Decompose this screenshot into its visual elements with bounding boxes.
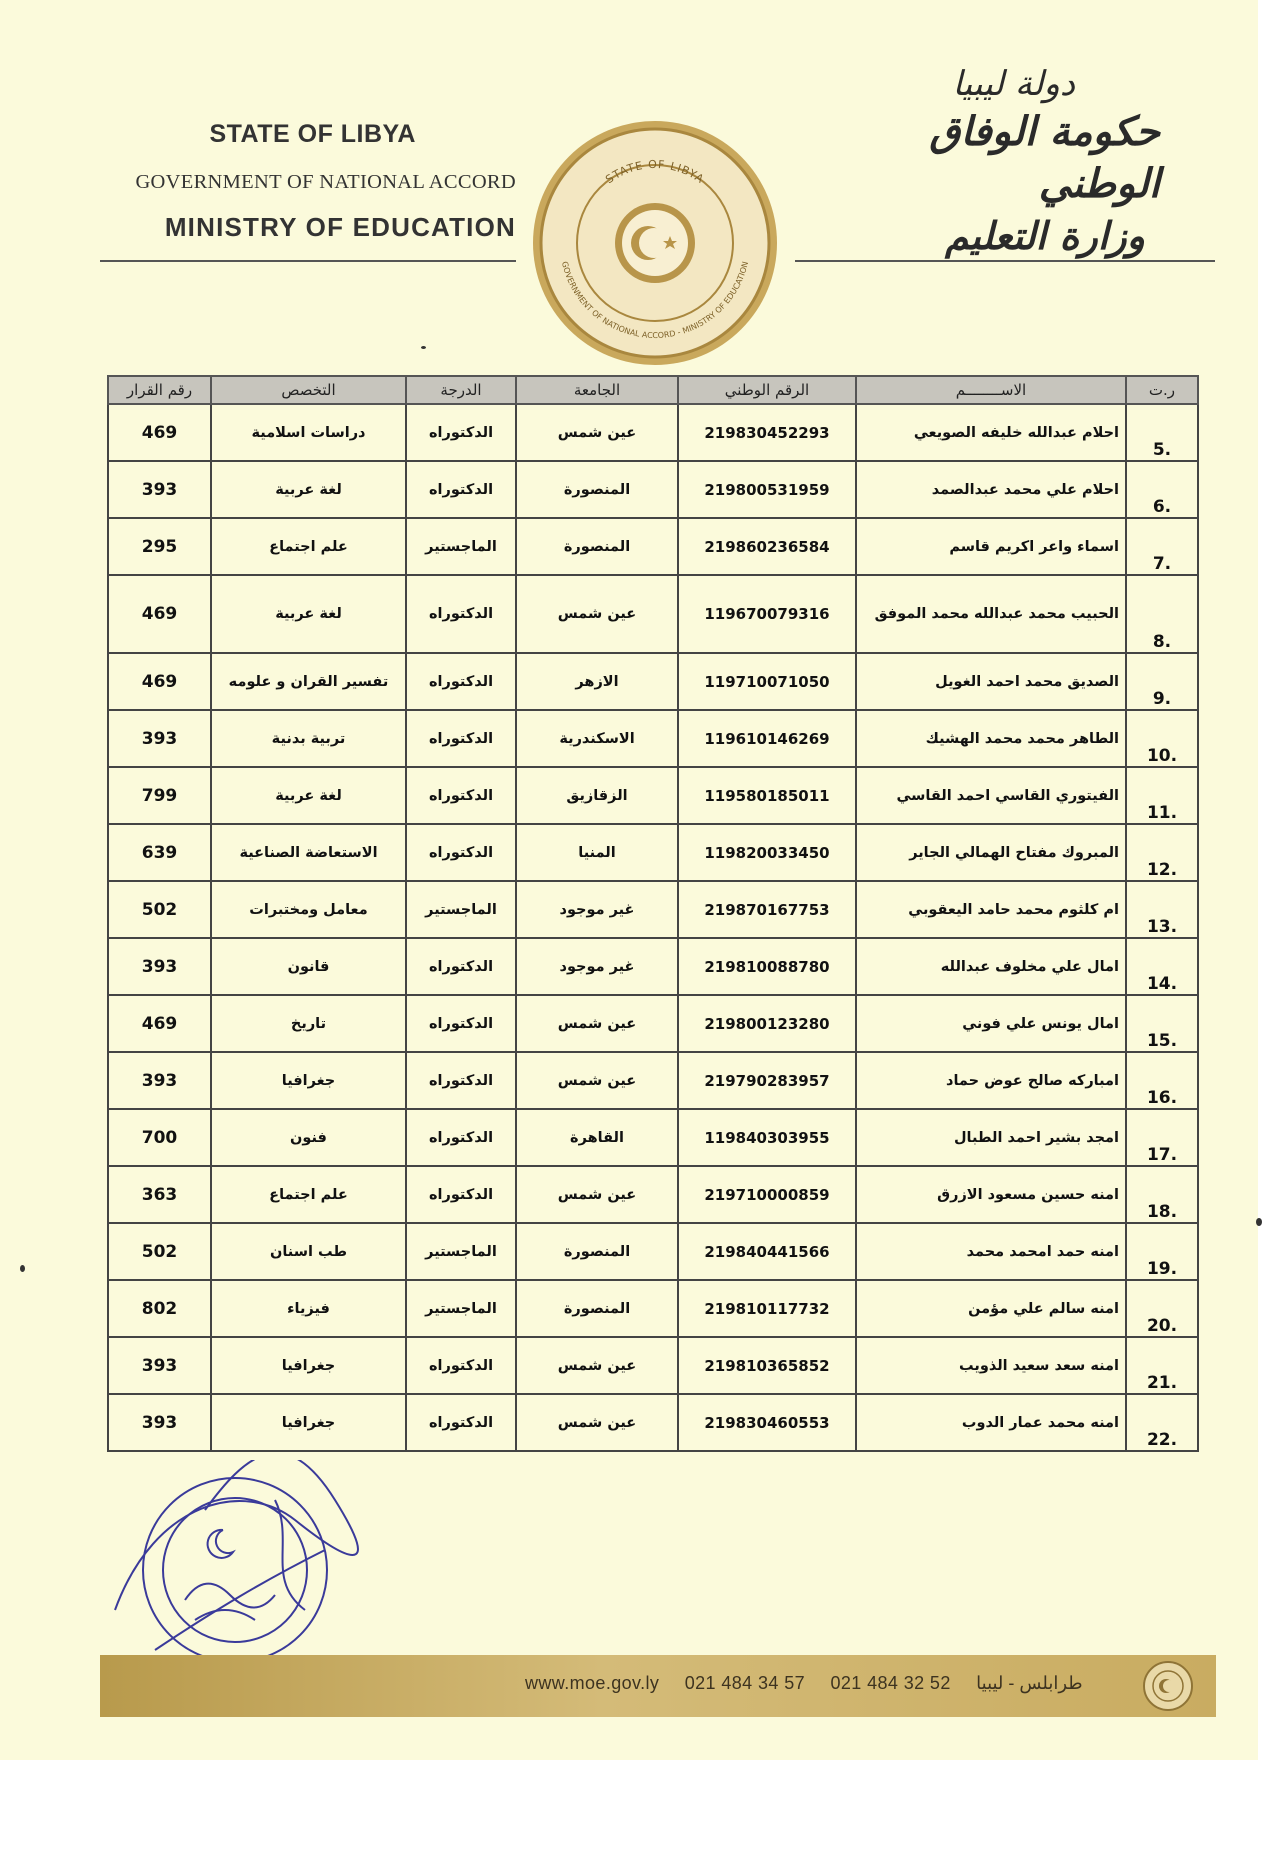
table-row <box>108 824 1198 881</box>
decision-number: 295 <box>108 518 211 575</box>
national-id: 119580185011 <box>678 767 856 824</box>
table-row <box>108 1052 1198 1109</box>
table-row <box>108 1280 1198 1337</box>
table-row <box>108 995 1198 1052</box>
table-row <box>108 518 1198 575</box>
specialty: قانون <box>211 938 406 995</box>
footer-seal-icon <box>1142 1660 1194 1712</box>
specialty: الاستعاضة الصناعية <box>211 824 406 881</box>
stray-mark <box>421 346 426 349</box>
degree: الدكتوراه <box>406 461 516 518</box>
person-name: امنه حسين مسعود الازرق <box>856 1166 1126 1223</box>
english-state-name: STATE OF LIBYA <box>209 120 416 148</box>
decision-number: 393 <box>108 1052 211 1109</box>
row-index: 15. <box>1126 995 1198 1052</box>
degree: الدكتوراه <box>406 1337 516 1394</box>
table-row <box>108 1109 1198 1166</box>
table-row <box>108 1223 1198 1280</box>
row-index: 11. <box>1126 767 1198 824</box>
national-id: 219810117732 <box>678 1280 856 1337</box>
table-row <box>108 653 1198 710</box>
national-id: 219800531959 <box>678 461 856 518</box>
stray-mark <box>20 1265 25 1272</box>
degree: الدكتوراه <box>406 767 516 824</box>
table-row <box>108 404 1198 461</box>
national-id: 219830460553 <box>678 1394 856 1451</box>
degree: الدكتوراه <box>406 1052 516 1109</box>
header-university: الجامعة <box>516 376 678 404</box>
decision-number: 363 <box>108 1166 211 1223</box>
university: عين شمس <box>516 1337 678 1394</box>
english-ministry-name: MINISTRY OF EDUCATION <box>164 212 516 242</box>
specialty: تفسير القران و علومه <box>211 653 406 710</box>
person-name: امنه حمد امحمد محمد <box>856 1223 1126 1280</box>
national-id: 219870167753 <box>678 881 856 938</box>
header-divider-left <box>100 260 516 262</box>
national-id: 119840303955 <box>678 1109 856 1166</box>
university: الازهر <box>516 653 678 710</box>
footer-phone-2: 021 484 32 52 <box>830 1673 951 1693</box>
footer-city: طرابلس - ليبيا <box>976 1673 1083 1693</box>
specialty: طب اسنان <box>211 1223 406 1280</box>
specialty: لغة عربية <box>211 575 406 653</box>
arabic-government-name: حكومة الوفاق الوطني <box>929 108 1160 207</box>
university: عين شمس <box>516 404 678 461</box>
person-name: احلام علي محمد عبدالصمد <box>856 461 1126 518</box>
degree: الدكتوراه <box>406 1109 516 1166</box>
row-index: 9. <box>1126 653 1198 710</box>
university: عين شمس <box>516 995 678 1052</box>
table-row <box>108 461 1198 518</box>
national-id: 219710000859 <box>678 1166 856 1223</box>
specialty: تاريخ <box>211 995 406 1052</box>
specialty: علم اجتماع <box>211 518 406 575</box>
header-name: الاســــــــم <box>856 376 1126 404</box>
degree: الدكتوراه <box>406 404 516 461</box>
decision-number: 393 <box>108 938 211 995</box>
decision-number: 393 <box>108 1394 211 1451</box>
row-index: 20. <box>1126 1280 1198 1337</box>
person-name: الحبيب محمد عبدالله محمد الموفق <box>856 575 1126 653</box>
specialty: فيزياء <box>211 1280 406 1337</box>
header-national-id: الرقم الوطني <box>678 376 856 404</box>
degree: الدكتوراه <box>406 575 516 653</box>
table-row <box>108 1394 1198 1451</box>
decision-number: 469 <box>108 404 211 461</box>
decision-number: 469 <box>108 575 211 653</box>
footer-bar <box>100 1655 1216 1717</box>
person-name: احلام عبدالله خليفه الصويعي <box>856 404 1126 461</box>
degree: الماجستير <box>406 1223 516 1280</box>
header-specialty: التخصص <box>211 376 406 404</box>
header-degree: الدرجة <box>406 376 516 404</box>
university: عين شمس <box>516 1166 678 1223</box>
table-row <box>108 710 1198 767</box>
row-index: 7. <box>1126 518 1198 575</box>
row-index: 8. <box>1126 575 1198 653</box>
specialty: معامل ومختبرات <box>211 881 406 938</box>
arabic-letterhead <box>840 62 1160 262</box>
graduates-table <box>107 375 1199 1452</box>
decision-number: 469 <box>108 995 211 1052</box>
row-index: 17. <box>1126 1109 1198 1166</box>
university: المنصورة <box>516 1280 678 1337</box>
specialty: لغة عربية <box>211 461 406 518</box>
footer-contact <box>525 1673 1103 1694</box>
national-id: 119670079316 <box>678 575 856 653</box>
decision-number: 502 <box>108 1223 211 1280</box>
row-index: 21. <box>1126 1337 1198 1394</box>
table-row <box>108 938 1198 995</box>
national-id: 119820033450 <box>678 824 856 881</box>
degree: الماجستير <box>406 518 516 575</box>
degree: الدكتوراه <box>406 710 516 767</box>
person-name: امباركه صالح عوض حماد <box>856 1052 1126 1109</box>
specialty: دراسات اسلامية <box>211 404 406 461</box>
degree: الدكتوراه <box>406 1394 516 1451</box>
specialty: جغرافيا <box>211 1052 406 1109</box>
specialty: جغرافيا <box>211 1394 406 1451</box>
university: القاهرة <box>516 1109 678 1166</box>
university: المنصورة <box>516 518 678 575</box>
person-name: المبروك مفتاح الهمالي الجاير <box>856 824 1126 881</box>
university: عين شمس <box>516 1394 678 1451</box>
person-name: الفيتوري القاسي احمد القاسي <box>856 767 1126 824</box>
person-name: امنه سعد سعيد الذويب <box>856 1337 1126 1394</box>
person-name: امال يونس علي فوني <box>856 995 1126 1052</box>
national-id: 219860236584 <box>678 518 856 575</box>
table-row <box>108 881 1198 938</box>
decision-number: 700 <box>108 1109 211 1166</box>
decision-number: 469 <box>108 653 211 710</box>
table-body <box>108 404 1198 1451</box>
footer-phone-1: 021 484 34 57 <box>684 1673 806 1693</box>
national-id: 119710071050 <box>678 653 856 710</box>
decision-number: 393 <box>108 1337 211 1394</box>
decision-number: 799 <box>108 767 211 824</box>
specialty: تربية بدنية <box>211 710 406 767</box>
seal-bottom-text: GOVERNMENT OF NATIONAL ACCORD - MINISTRY OF EDUCATION <box>559 260 751 341</box>
person-name: امنه سالم علي مؤمن <box>856 1280 1126 1337</box>
decision-number: 502 <box>108 881 211 938</box>
degree: الدكتوراه <box>406 1166 516 1223</box>
degree: الدكتوراه <box>406 995 516 1052</box>
english-government-name: GOVERNMENT OF NATIONAL ACCORD <box>135 171 516 193</box>
person-name: اسماء واعر اكريم قاسم <box>856 518 1126 575</box>
english-letterhead <box>100 120 516 243</box>
specialty: لغة عربية <box>211 767 406 824</box>
decision-number: 393 <box>108 461 211 518</box>
header-divider-right <box>795 260 1215 262</box>
person-name: امال علي مخلوف عبدالله <box>856 938 1126 995</box>
table-row <box>108 1166 1198 1223</box>
specialty: جغرافيا <box>211 1337 406 1394</box>
university: عين شمس <box>516 575 678 653</box>
row-index: 16. <box>1126 1052 1198 1109</box>
row-index: 10. <box>1126 710 1198 767</box>
person-name: امجد بشير احمد الطبال <box>856 1109 1126 1166</box>
footer-website[interactable]: www.moe.gov.ly <box>525 1673 660 1693</box>
header-index: ر.ت <box>1126 376 1198 404</box>
table-row <box>108 1337 1198 1394</box>
national-id: 119610146269 <box>678 710 856 767</box>
national-id: 219790283957 <box>678 1052 856 1109</box>
table-header-row <box>108 376 1198 404</box>
specialty: علم اجتماع <box>211 1166 406 1223</box>
university: غير موجود <box>516 881 678 938</box>
national-id: 219810365852 <box>678 1337 856 1394</box>
row-index: 13. <box>1126 881 1198 938</box>
table-row <box>108 575 1198 653</box>
university: عين شمس <box>516 1052 678 1109</box>
specialty: فنون <box>211 1109 406 1166</box>
degree: الدكتوراه <box>406 653 516 710</box>
row-index: 14. <box>1126 938 1198 995</box>
arabic-ministry-name: وزارة التعليم <box>944 213 1145 258</box>
decision-number: 393 <box>108 710 211 767</box>
person-name: الصديق محمد احمد الغويل <box>856 653 1126 710</box>
arabic-state-name: دولة ليبيا <box>952 64 1075 104</box>
ministry-seal <box>530 118 780 368</box>
university: الزقازيق <box>516 767 678 824</box>
university: المنيا <box>516 824 678 881</box>
national-id: 219830452293 <box>678 404 856 461</box>
decision-number: 802 <box>108 1280 211 1337</box>
row-index: 19. <box>1126 1223 1198 1280</box>
person-name: الطاهر محمد محمد الهشيك <box>856 710 1126 767</box>
degree: الدكتوراه <box>406 938 516 995</box>
stray-mark <box>1256 1218 1262 1226</box>
row-index: 18. <box>1126 1166 1198 1223</box>
table-row <box>108 767 1198 824</box>
decision-number: 639 <box>108 824 211 881</box>
university: غير موجود <box>516 938 678 995</box>
person-name: امنه محمد عمار الدوب <box>856 1394 1126 1451</box>
university: المنصورة <box>516 1223 678 1280</box>
row-index: 12. <box>1126 824 1198 881</box>
header-decision-number: رقم القرار <box>108 376 211 404</box>
national-id: 219800123280 <box>678 995 856 1052</box>
degree: الماجستير <box>406 881 516 938</box>
university: المنصورة <box>516 461 678 518</box>
university: الاسكندرية <box>516 710 678 767</box>
national-id: 219810088780 <box>678 938 856 995</box>
row-index: 6. <box>1126 461 1198 518</box>
person-name: ام كلثوم محمد حامد اليعقوبي <box>856 881 1126 938</box>
seal-top-text: STATE OF LIBYA <box>603 157 707 187</box>
row-index: 22. <box>1126 1394 1198 1451</box>
national-id: 219840441566 <box>678 1223 856 1280</box>
degree: الدكتوراه <box>406 824 516 881</box>
row-index: 5. <box>1126 404 1198 461</box>
degree: الماجستير <box>406 1280 516 1337</box>
